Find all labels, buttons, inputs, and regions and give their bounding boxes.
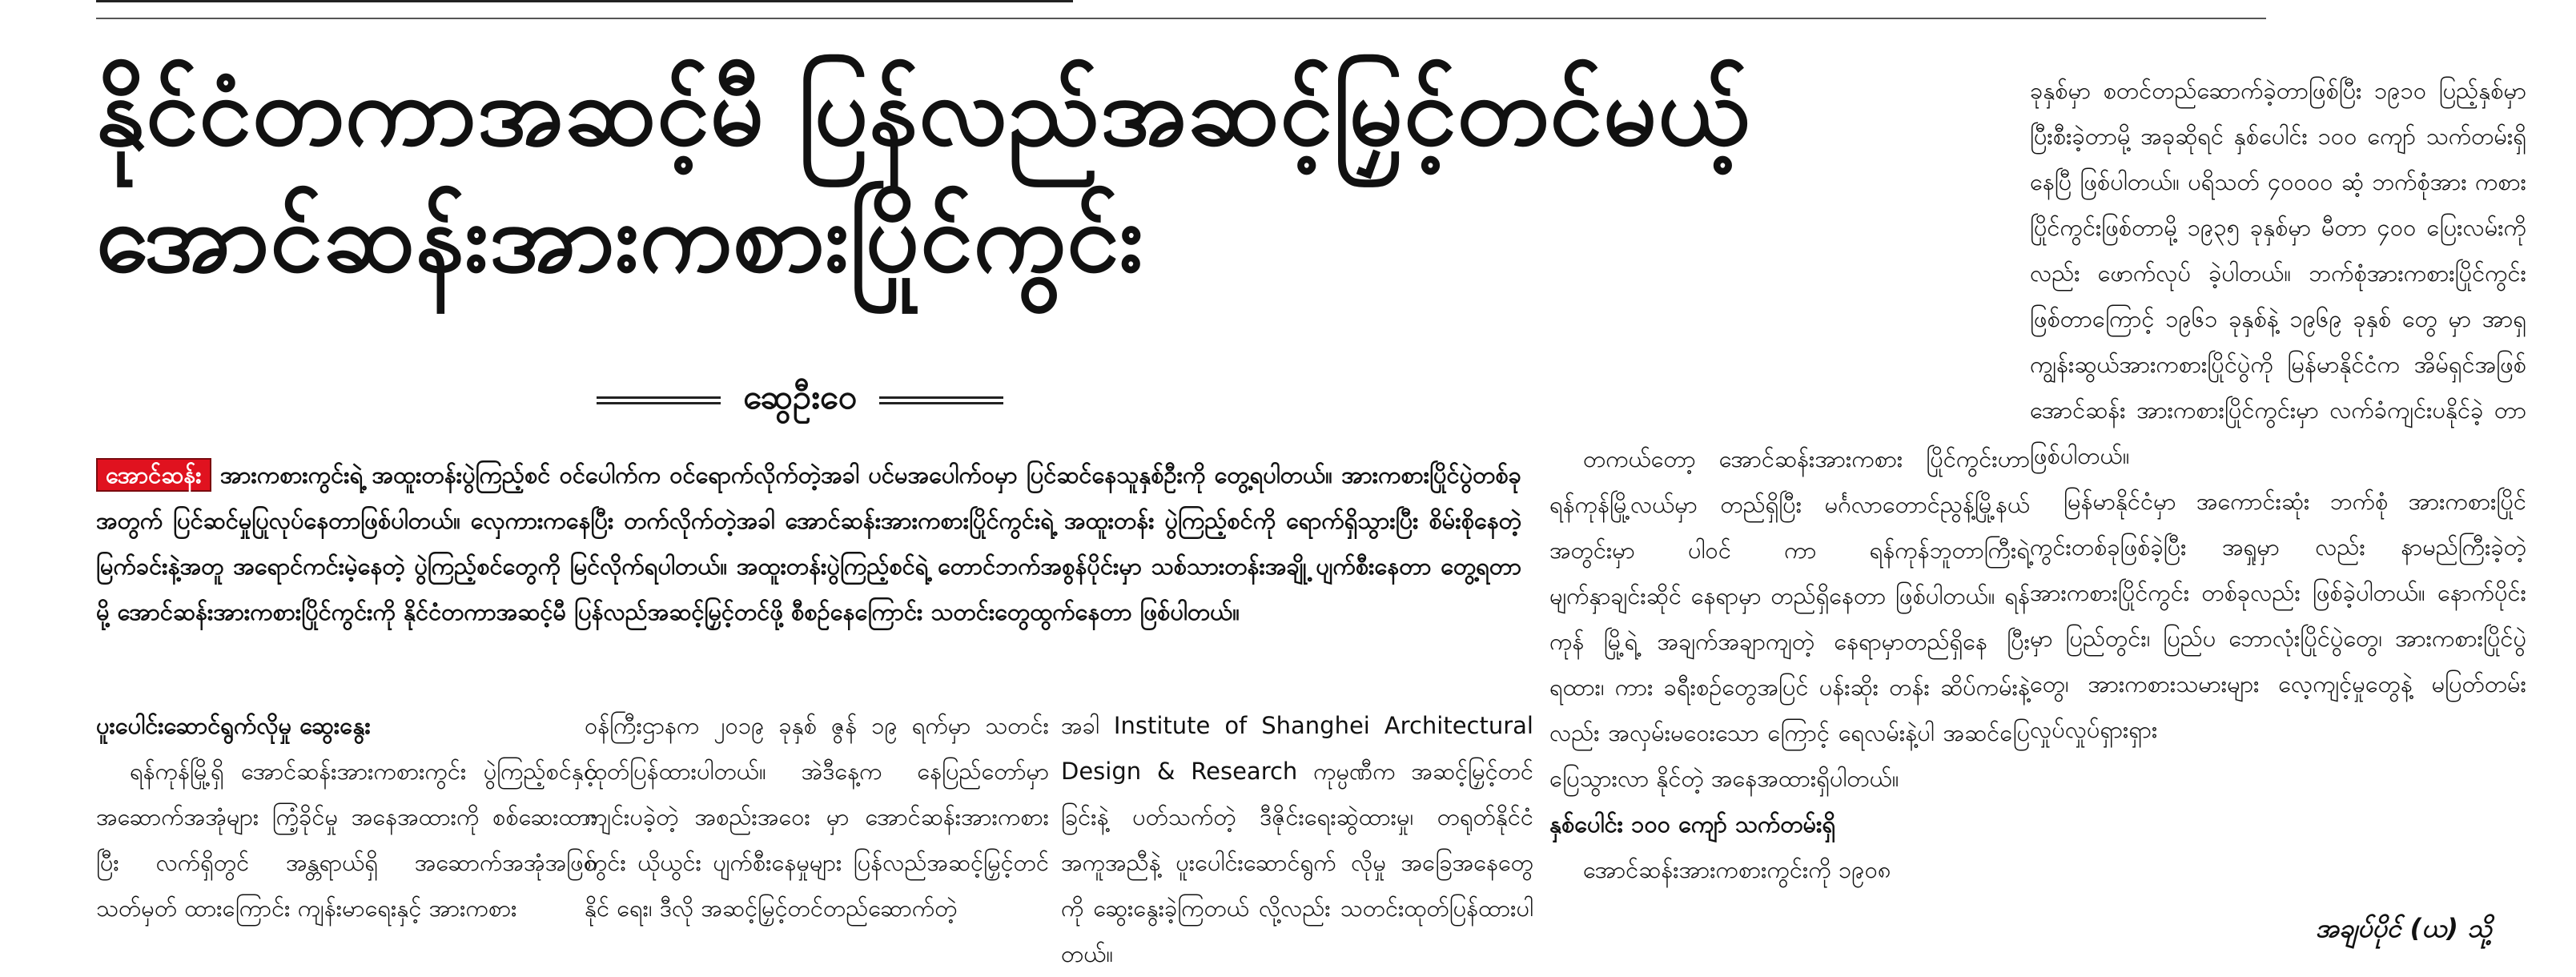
- byline: ဆွေဦးဝေ: [743, 377, 858, 416]
- headline-line-1: နိုင်ငံတကာအဆင့်မီ ပြန်လည်အဆင့်မြှင့်တင်မယ့်: [96, 56, 1750, 167]
- column-5: [2030, 68, 2526, 753]
- headline-line-2: အောင်ဆန်းအားကစားပြိုင်ကွင်း: [96, 183, 1144, 293]
- column-4-paragraph-1: တကယ်တော့ အောင်ဆန်းအားကစား ပြိုင်ကွင်းဟာ ရန်ကုန်မြို့လယ်မှာ တည်ရှိပြီး မင်္ဂလာတောင်ညွန့်မြို့နယ်အတွင်းမှာ ပါဝင် ကာ ရန်ကုန်ဘူတာကြီးရဲ့ မျက်နှာချင်းဆိုင် နေရာမှာ တည်ရှိနေတာ ဖြစ်ပါတယ်။ ရန်ကုန် မြို့ရဲ့ အချက်အချာကျတဲ့ နေရာမှာတည်ရှိနေ ပြီး ရထား၊ ကား ခရီးစဉ်တွေအပြင် ပန်းဆိုး တန်း ဆိပ်ကမ်းနဲ့လည်း အလှမ်းမဝေးသော ကြောင့် ရေလမ်းနဲ့ပါ အဆင်ပြေပြေသွားလာ နိုင်တဲ့ အနေအထားရှိပါတယ်။: [1549, 445, 2030, 792]
- continuation-note: အချပ်ပိုင် (ယ) သို့: [2315, 913, 2492, 943]
- column-5-paragraph-1: ခုနှစ်မှာ စတင်တည်ဆောက်ခဲ့တာဖြစ်ပြီး ၁၉၁၀ ပြည့်နှစ်မှာ ပြီးစီးခဲ့တာမို့ အခုဆိုရင် နှစ်ပေါင်း ၁၀၀ ကျော် သက်တမ်းရှိနေပြီ ဖြစ်ပါတယ်။ ပရိသတ် ၄၀၀၀၀ ဆံ့ ဘက်စုံအား ကစားပြိုင်ကွင်းဖြစ်တာမို့ ၁၉၃၅ ခုနှစ်မှာ မီတာ ၄၀၀ ပြေးလမ်းကိုလည်း ဖောက်လုပ် ခဲ့ပါတယ်။ ဘက်စုံအားကစားပြိုင်ကွင်း ဖြစ်တာကြောင့် ၁၉၆၁ ခုနှစ်နဲ့ ၁၉၆၉ ခုနှစ် တွေ မှာ အာရှကျွန်းဆွယ်အားကစားပြိုင်ပွဲကို မြန်မာနိုင်ငံက အိမ်ရှင်အဖြစ် အောင်ဆန်း အားကစားပြိုင်ကွင်းမှာ လက်ခံကျင်းပနိုင်ခဲ့ တာ ဖြစ်ပါတယ်။: [2030, 77, 2526, 469]
- byline-block: [597, 376, 1003, 424]
- byline-rule-right: [879, 396, 1003, 404]
- lead-text: အားကစားကွင်းရဲ့ အထူးတန်းပွဲကြည့်စင် ဝင်ပေါက်က ဝင်ရောက်လိုက်တဲ့အခါ ပင်မအပေါက်ဝမှာ ပြင်ဆင်နေသူနှစ်ဦးကို တွေ့ရပါတယ်။ အားကစားပြိုင်ပွဲတစ်ခုအတွက် ပြင်ဆင်မှုပြုလုပ်နေတာဖြစ်ပါတယ်။ လှေကားကနေပြီး တက်လိုက်တဲ့အခါ အောင်ဆန်းအားကစားပြိုင်ကွင်းရဲ့ အထူးတန်း ပွဲကြည့်စင်ကို ရောက်ရှိသွားပြီး စိမ်းစိုနေတဲ့ မြက်ခင်းနဲ့အတူ အရောင်ကင်းမဲ့နေတဲ့ ပွဲကြည့်စင်တွေကို မြင်လိုက်ရပါတယ်။ အထူးတန်းပွဲကြည့်စင်ရဲ့ တောင်ဘက်အစွန်ပိုင်းမှာ သစ်သားတန်းအချို့ ပျက်စီးနေတာ တွေ့ရတာမို့ အောင်ဆန်းအားကစားပြိုင်ကွင်းကို နိုင်ငံတကာအဆင့်မီ ပြန်လည်အဆင့်မြှင့်တင်ဖို့ စီစဉ်နေကြောင်း သတင်းတွေထွက်နေတာ ဖြစ်ပါတယ်။: [96, 461, 1521, 625]
- column-3-text: အခါ Institute of Shanghei Architectural Design & Research ကုမ္ပဏီက အဆင့်မြှင့်တင် ခြင်းနဲ့ ပတ်သက်တဲ့ ဒီဇိုင်းရေးဆွဲထားမှု၊ တရုတ်နိုင်ငံအကူအညီနဲ့ ပူးပေါင်းဆောင်ရွက် လိုမှု အခြေအနေတွေကို ဆွေးနွေးခဲ့ကြတယ် လို့လည်း သတင်းထုတ်ပြန်ထားပါတယ်။: [1061, 712, 1533, 967]
- column-1-subhead: ပူးပေါင်းဆောင်ရွက်လိုမှု ဆွေးနွေး: [96, 712, 371, 739]
- top-rule-short: [96, 0, 1073, 2]
- column-1: [96, 703, 597, 931]
- column-5-paragraph-2: မြန်မာနိုင်ငံမှာ အကောင်းဆုံး ဘက်စုံ အားကစားပြိုင်ကွင်းတစ်ခုဖြစ်ခဲ့ပြီး အရှုမှာ လည်း နာမည်ကြီးခဲ့တဲ့ အားကစားပြိုင်ကွင်း တစ်ခုလည်း ဖြစ်ခဲ့ပါတယ်။ နောက်ပိုင်းမှာ ပြည်တွင်း၊ ပြည်ပ ဘောလုံးပြိုင်ပွဲတွေ၊ အားကစားပြိုင်ပွဲတွေ၊ အားကစားသမားများ လေ့ကျင့်မှုတွေနဲ့ မပြတ်တမ်း လှုပ်လှုပ်ရှားရှား: [2030, 488, 2526, 743]
- lead-paragraph: [96, 452, 1521, 635]
- column-4: [1549, 436, 2030, 893]
- column-1-text: ရန်ကုန်မြို့ရှိ အောင်ဆန်းအားကစားကွင်း ပွဲကြည့်စင်နှင့် အဆောက်အအုံများ ကြံ့ခိုင်မှု အနေအထားကို စစ်ဆေးထားပြီး လက်ရှိတွင် အန္တရာယ်ရှိ အဆောက်အအုံအဖြစ် သတ်မှတ် ထားကြောင်း ကျန်းမာရေးနှင့် အားကစား: [96, 758, 597, 922]
- column-4-subhead: နှစ်ပေါင်း ၁၀၀ ကျော် သက်တမ်းရှိ: [1549, 810, 1836, 838]
- article-headline: [96, 48, 2018, 301]
- byline-rule-left: [597, 396, 721, 404]
- lead-kicker: အောင်ဆန်း: [96, 458, 211, 492]
- column-3: [1061, 703, 1533, 977]
- column-4-paragraph-2: အောင်ဆန်းအားကစားကွင်းကို ၁၉၀၈: [1583, 856, 1891, 883]
- top-rule-long: [96, 18, 2266, 19]
- column-2: [585, 703, 1049, 931]
- column-2-text: ဝန်ကြီးဌာနက ၂၀၁၉ ခုနှစ် ဇွန် ၁၉ ရက်မှာ သတင်းထုတ်ပြန်ထားပါတယ်။ အဲဒီနေ့က နေပြည်တော်မှာ ကျင်းပခဲ့တဲ့ အစည်းအဝေး မှာ အောင်ဆန်းအားကစားကွင်း ယိုယွင်း ပျက်စီးနေမှုများ ပြန်လည်အဆင့်မြှင့်တင်နိုင် ရေး၊ ဒီလို အဆင့်မြှင့်တင်တည်ဆောက်တဲ့: [585, 712, 1049, 922]
